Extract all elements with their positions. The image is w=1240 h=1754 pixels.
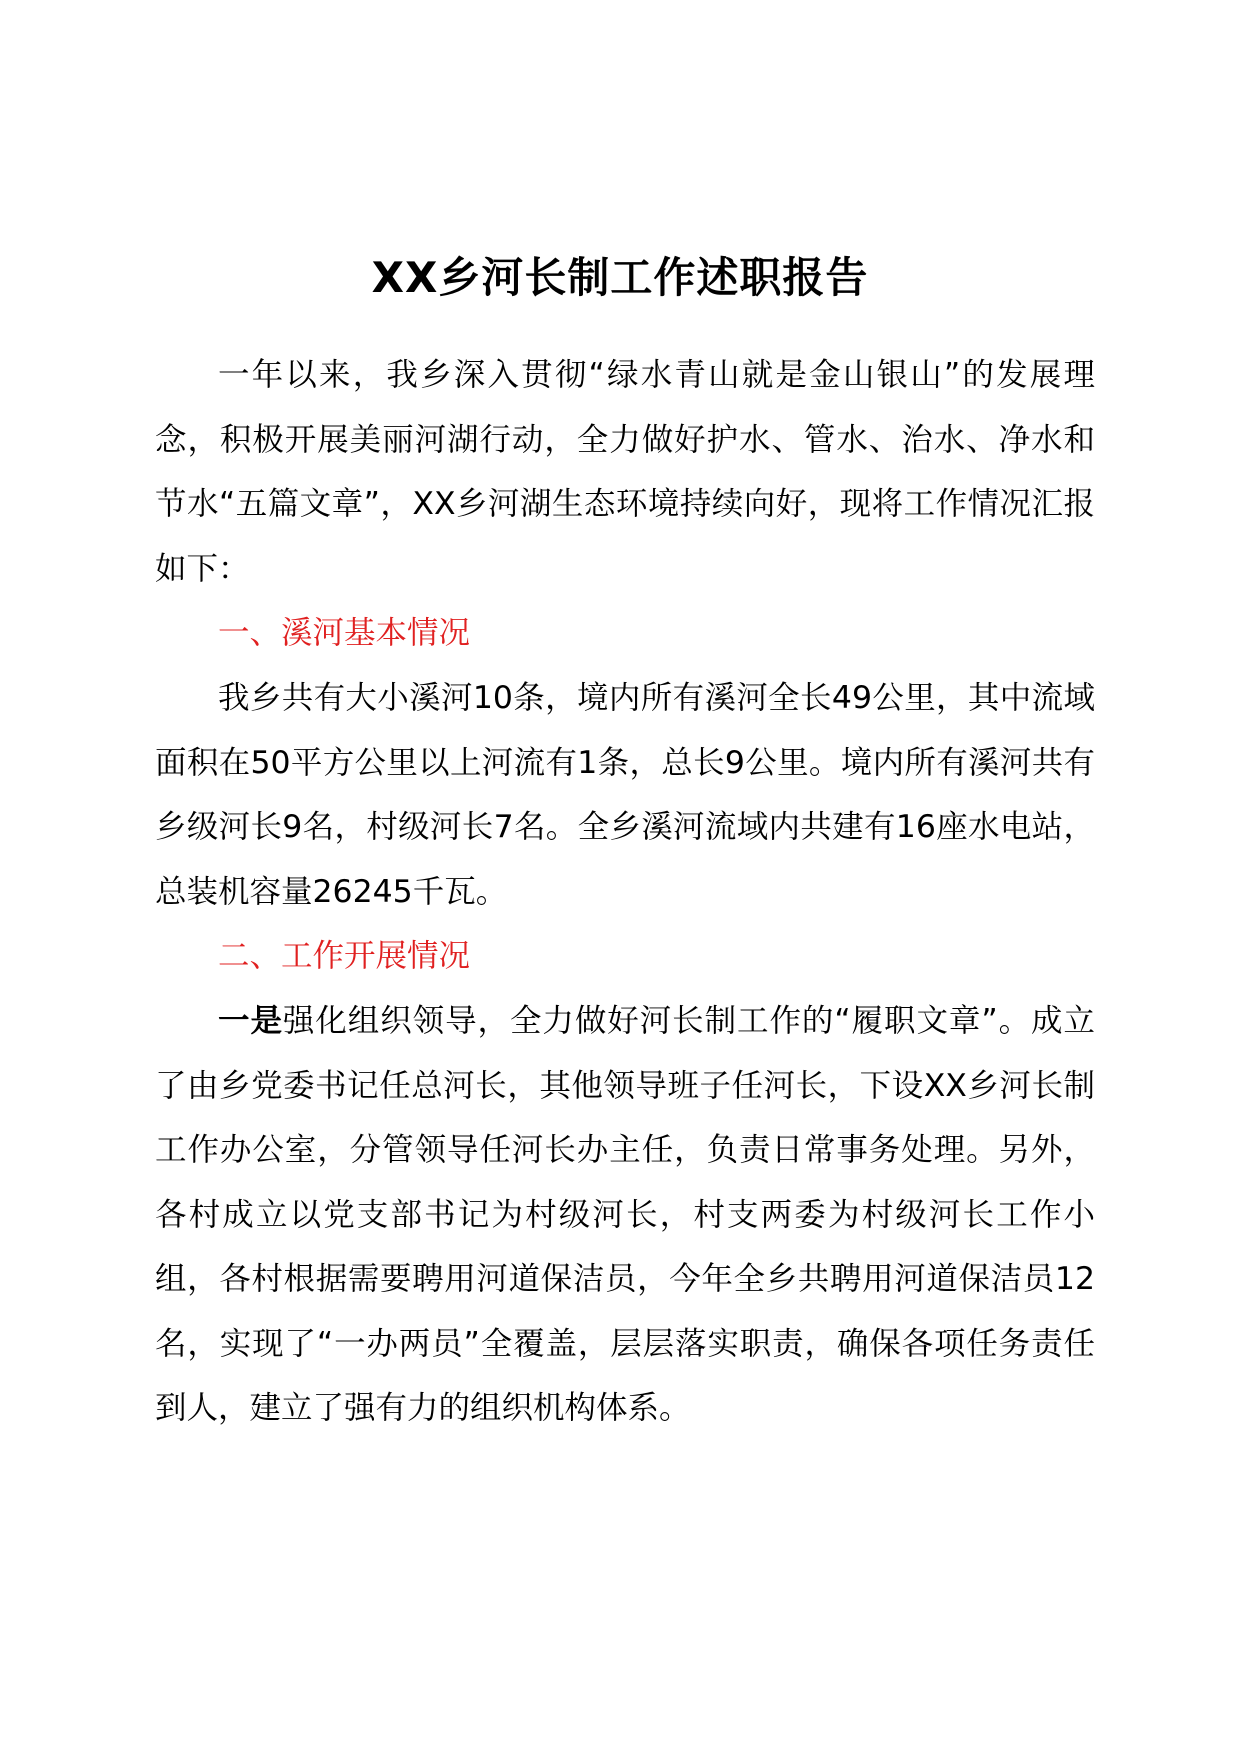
section-work-progress-paragraph	[155, 989, 1095, 1441]
section-heading-basic-info: 一、溪河基本情况	[218, 615, 471, 651]
paragraph-body-text: 强化组织领导，全力做好河长制工作的“履职文章”。成立了由乡党委书记任总河长，其他领导班子任河长，下设XX乡河长制工作办公室，分管领导任河长办主任，负责日常事务处理。另外，各村成立以党支部书记为村级河长，村支两委为村级河长工作小组，各村根据需要聘用河道保洁员，今年全乡共聘用河道保洁员12名，实现了“一办两员”全覆盖，层层落实职责，确保各项任务责任到人，建立了强有力的组织机构体系。	[155, 1003, 1095, 1426]
document-title: XX乡河长制工作述职报告	[371, 253, 869, 302]
paragraph-lead-label: 一是	[218, 1003, 283, 1039]
section-heading-work-progress: 二、工作开展情况	[218, 938, 471, 974]
section-basic-info-paragraph: 我乡共有大小溪河10条，境内所有溪河全长49公里，其中流域面积在50平方公里以上河流有1条，总长9公里。境内所有溪河共有乡级河长9名，村级河长7名。全乡溪河流域内共建有16座水电站，总装机容量26245千瓦。	[155, 680, 1095, 910]
intro-paragraph: 一年以来，我乡深入贯彻“绿水青山就是金山银山”的发展理念，积极开展美丽河湖行动，全力做好护水、管水、治水、净水和节水“五篇文章”，XX乡河湖生态环境持续向好，现将工作情况汇报如下：	[155, 357, 1095, 587]
